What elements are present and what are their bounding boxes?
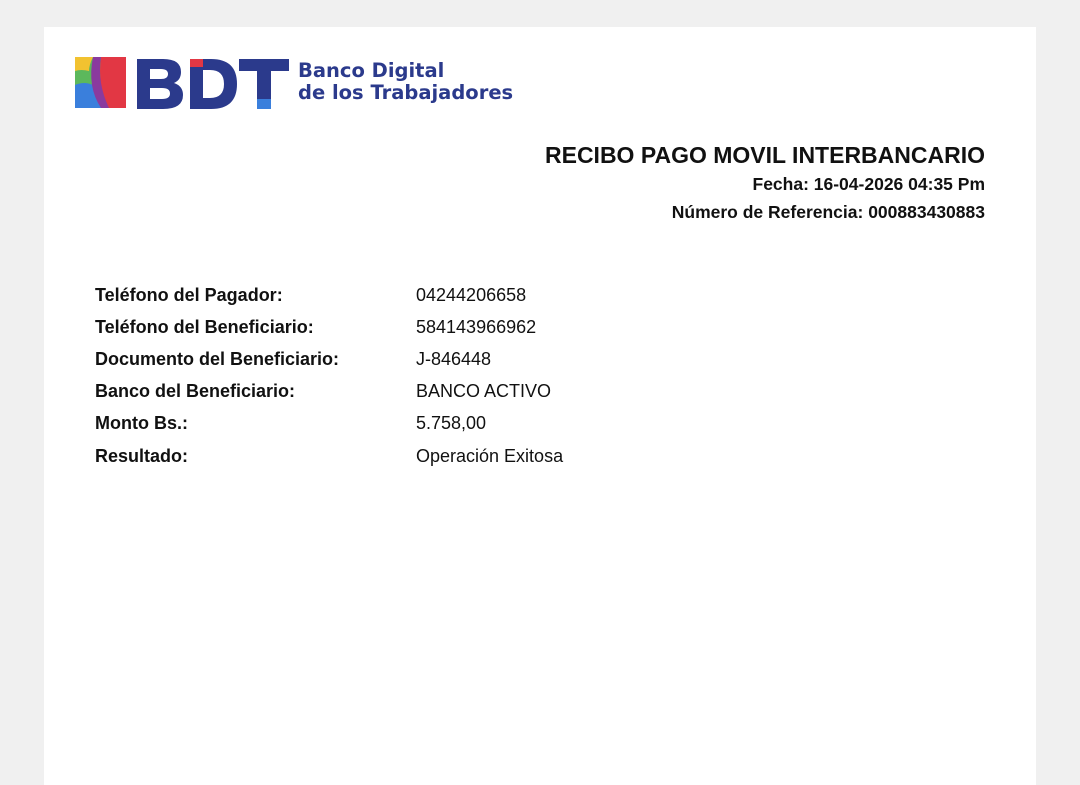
detail-row-payer-phone: [95, 279, 563, 311]
receipt-title: RECIBO PAGO MOVIL INTERBANCARIO: [545, 142, 985, 168]
receipt-header: [545, 140, 985, 226]
receipt-date: Fecha: 16-04-2026 04:35 Pm: [752, 174, 985, 194]
detail-value: 5.758,00: [416, 413, 487, 434]
receipt-reference: Número de Referencia: 000883430883: [671, 202, 985, 222]
detail-value: 04244206658: [416, 284, 527, 305]
brand-name: [298, 60, 513, 104]
logo-mark-icon: [75, 57, 126, 108]
detail-row-amount: [95, 408, 563, 440]
detail-value: Operación Exitosa: [416, 445, 564, 466]
payment-details: [95, 279, 563, 472]
detail-label: Documento del Beneficiario:: [95, 348, 340, 369]
detail-row-beneficiary-phone: [95, 311, 563, 343]
detail-label: Resultado:: [95, 445, 189, 466]
logo-bdt-letters: [133, 55, 293, 111]
detail-label: Teléfono del Beneficiario:: [95, 316, 314, 337]
brand-name-line2: de los Trabajadores: [298, 81, 514, 104]
detail-row-beneficiary-bank: [95, 376, 563, 408]
bank-logo: [75, 55, 514, 111]
detail-row-result: [95, 440, 563, 472]
detail-value: J-846448: [416, 348, 492, 369]
detail-label: Banco del Beneficiario:: [95, 381, 296, 402]
detail-label: Teléfono del Pagador:: [95, 284, 283, 305]
brand-name-line1: Banco Digital: [298, 59, 445, 82]
detail-value: BANCO ACTIVO: [416, 381, 552, 402]
detail-label: Monto Bs.:: [95, 413, 188, 434]
receipt-page: [44, 27, 1036, 785]
detail-value: 584143966962: [416, 316, 537, 337]
detail-row-beneficiary-document: [95, 343, 563, 375]
